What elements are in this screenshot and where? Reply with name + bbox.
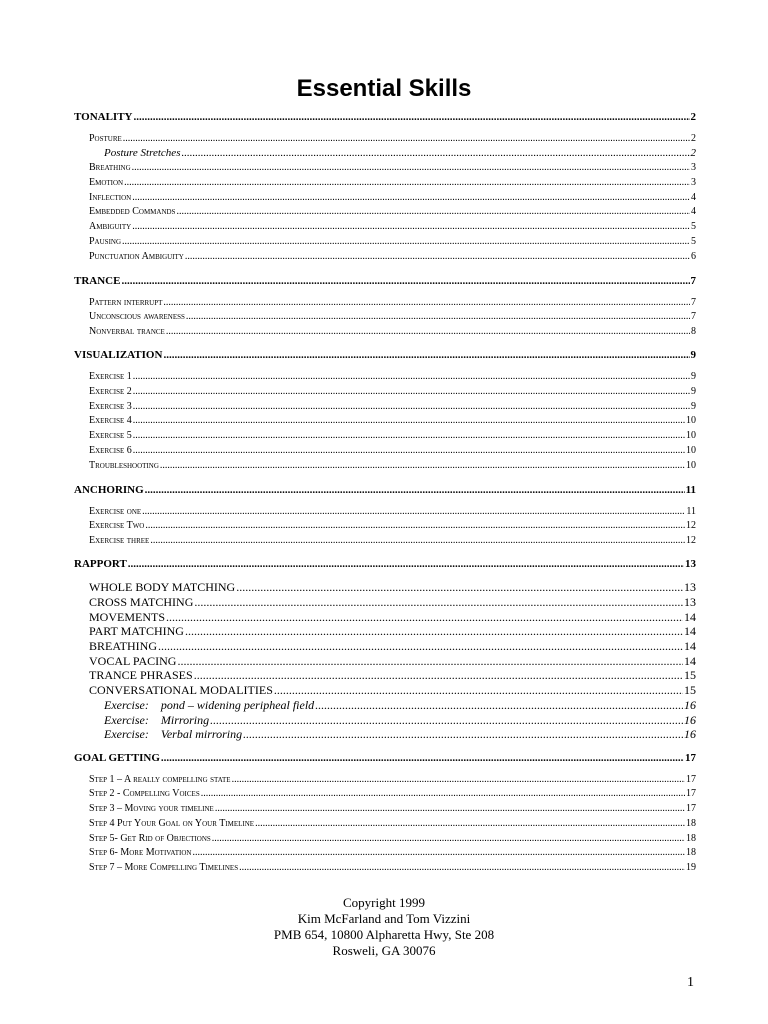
toc-page: 2 — [690, 147, 696, 159]
toc-section-rapport[interactable] — [74, 558, 696, 570]
toc-entry-emotion[interactable] — [74, 177, 696, 188]
toc-entry-embedded-commands[interactable] — [74, 206, 696, 217]
toc-entry-step-5[interactable] — [74, 833, 696, 844]
toc-page: 16 — [684, 713, 696, 727]
toc-label: MOVEMENTS — [89, 610, 166, 624]
toc-section-anchoring[interactable] — [74, 484, 696, 496]
toc-label: Pausing — [89, 236, 122, 247]
toc-entry-exercise-5[interactable] — [74, 430, 696, 441]
toc-label: Breathing — [89, 162, 131, 173]
toc-page: 17 — [686, 803, 696, 814]
toc-entry-step-6[interactable] — [74, 847, 696, 858]
toc-page: 9 — [691, 401, 696, 412]
toc-entry-breathing-rapport[interactable] — [74, 639, 696, 654]
toc-entry-vocal-pacing[interactable] — [74, 654, 696, 669]
toc-page: 13 — [685, 558, 696, 570]
toc-entry-exercise-6[interactable] — [74, 445, 696, 456]
toc-section-visualization[interactable] — [74, 349, 696, 361]
toc-label: Step 4 Put Your Goal on Your Timeline — [89, 818, 255, 829]
toc-label: RAPPORT — [74, 558, 127, 570]
toc-page: 4 — [691, 206, 696, 217]
toc-page: 12 — [686, 520, 696, 531]
toc-label: Emotion — [89, 177, 124, 188]
toc-entry-exercise-1[interactable] — [74, 371, 696, 382]
toc-label: PART MATCHING — [89, 624, 184, 638]
toc-section-tonality[interactable] — [74, 111, 696, 123]
toc-page: 5 — [691, 221, 696, 232]
page-number: 1 — [687, 975, 694, 990]
toc-entry-exercise-three[interactable] — [74, 535, 696, 546]
toc-entry-pausing[interactable] — [74, 236, 696, 247]
toc-label: Exercise 1 — [89, 371, 132, 382]
toc-page: 18 — [686, 818, 696, 829]
toc-label: Posture — [89, 133, 122, 144]
toc-label: Exercise Two — [89, 520, 145, 531]
toc-entry-punctuation-ambiguity[interactable] — [74, 251, 696, 262]
toc-label: Unconscious awareness — [89, 311, 185, 322]
toc-page: 2 — [690, 111, 696, 123]
toc-label: Exercise 5 — [89, 430, 132, 441]
toc-page: 11 — [685, 484, 696, 496]
toc-page: 7 — [690, 275, 696, 287]
toc-label: Exercise three — [89, 535, 150, 546]
toc-entry-step-3[interactable] — [74, 803, 696, 814]
toc-label: BREATHING — [89, 639, 157, 653]
toc-label: CONVERSATIONAL MODALITIES — [89, 683, 273, 697]
toc-page: 9 — [690, 349, 696, 361]
toc-label: Nonverbal trance — [89, 326, 165, 337]
toc-label: Exercise one — [89, 506, 142, 517]
toc-entry-step-4[interactable] — [74, 818, 696, 829]
toc-page: 18 — [686, 847, 696, 858]
toc-entry-movements[interactable] — [74, 610, 696, 625]
city-line: Rosweli, GA 30076 — [332, 943, 436, 958]
toc-page: 10 — [686, 445, 696, 456]
toc-label: Embedded Commands — [89, 206, 176, 217]
toc-page: 10 — [686, 460, 696, 471]
toc-page: 13 — [684, 595, 696, 609]
toc-label: Step 3 – Moving your timeline — [89, 803, 214, 814]
toc-label: VOCAL PACING — [89, 654, 177, 668]
toc-page: 7 — [691, 311, 696, 322]
toc-label: VISUALIZATION — [74, 349, 163, 361]
toc-label: TRANCE — [74, 275, 121, 287]
toc-page: 8 — [691, 326, 696, 337]
toc-page: 7 — [691, 297, 696, 308]
toc-entry-conversational-modalities[interactable] — [74, 683, 696, 698]
copyright-line: Copyright 1999 — [343, 895, 425, 910]
toc-entry-step-1[interactable] — [74, 774, 696, 785]
toc-entry-step-7[interactable] — [74, 862, 696, 873]
toc-label: Exercise: Mirroring — [104, 713, 210, 727]
toc-page: 15 — [684, 683, 696, 697]
toc-label: Step 5- Get Rid of Objections — [89, 833, 211, 844]
toc-entry-exercise-3[interactable] — [74, 401, 696, 412]
toc-page: 2 — [691, 133, 696, 144]
toc-label: WHOLE BODY MATCHING — [89, 580, 236, 594]
toc-page: 14 — [684, 610, 696, 624]
toc-page: 9 — [691, 386, 696, 397]
toc-page: 19 — [686, 862, 696, 873]
toc-entry-pattern-interrupt[interactable] — [74, 297, 696, 308]
toc-label: ANCHORING — [74, 484, 144, 496]
authors-line: Kim McFarland and Tom Vizzini — [297, 911, 471, 926]
toc-entry-nonverbal-trance[interactable] — [74, 326, 696, 337]
toc-label: TRANCE PHRASES — [89, 668, 193, 682]
toc-entry-troubleshooting[interactable] — [74, 460, 696, 471]
toc-entry-step-2[interactable] — [74, 788, 696, 799]
toc-page: 3 — [691, 162, 696, 173]
toc-label: Troubleshooting — [89, 460, 159, 471]
toc-label: GOAL GETTING — [74, 752, 160, 764]
toc-label: Pattern interrupt — [89, 297, 163, 308]
toc-label: Exercise 4 — [89, 415, 132, 426]
address-line: PMB 654, 10800 Alpharetta Hwy, Ste 208 — [273, 927, 495, 942]
toc-entry-exercise-4[interactable] — [74, 415, 696, 426]
toc-entry-posture-stretches[interactable] — [74, 147, 696, 159]
toc-page: 10 — [686, 430, 696, 441]
toc-label: Step 1 – A really compelling state — [89, 774, 231, 785]
toc-page: 17 — [686, 774, 696, 785]
toc-page: 12 — [686, 535, 696, 546]
toc-entry-part-matching[interactable] — [74, 624, 696, 639]
toc-page: 3 — [691, 177, 696, 188]
toc-label: Exercise: Verbal mirroring — [104, 727, 243, 741]
toc-entry-exercise-2[interactable] — [74, 386, 696, 397]
toc-page: 10 — [686, 415, 696, 426]
toc-label: Ambiguity — [89, 221, 132, 232]
toc-entry-trance-phrases[interactable] — [74, 668, 696, 683]
toc-page: 6 — [691, 251, 696, 262]
toc-entry-cross-matching[interactable] — [74, 595, 696, 610]
toc-label: Punctuation Ambiguity — [89, 251, 184, 262]
toc-page: 4 — [691, 192, 696, 203]
toc-entry-exercise-verbal-mirroring[interactable] — [74, 727, 696, 742]
toc-page: 17 — [685, 752, 696, 764]
toc-entry-whole-body-matching[interactable] — [74, 580, 696, 595]
toc-label: Inflection — [89, 192, 132, 203]
toc-entry-exercise-one[interactable] — [74, 506, 696, 517]
toc-entry-exercise-pond[interactable] — [74, 698, 696, 713]
toc-section-trance[interactable] — [74, 275, 696, 287]
toc-page: 14 — [684, 654, 696, 668]
toc-entry-posture[interactable] — [74, 133, 696, 144]
toc-page: 11 — [686, 506, 696, 517]
toc-label: CROSS MATCHING — [89, 595, 194, 609]
toc-label: Exercise 6 — [89, 445, 132, 456]
copyright-block — [0, 895, 768, 959]
toc-entry-unconscious-awareness[interactable] — [74, 311, 696, 322]
toc-page: 13 — [684, 580, 696, 594]
toc-page: 16 — [684, 698, 696, 712]
toc-entry-breathing[interactable] — [74, 162, 696, 173]
toc-entry-ambiguity[interactable] — [74, 221, 696, 232]
toc-label: Exercise: pond – widening peripheal field — [104, 698, 315, 712]
toc-label: Step 2 - Compelling Voices — [89, 788, 200, 799]
toc-page: 9 — [691, 371, 696, 382]
toc-label: TONALITY — [74, 111, 133, 123]
toc-entry-exercise-two[interactable] — [74, 520, 696, 531]
toc-page: 5 — [691, 236, 696, 247]
toc-label: Step 6- More Motivation — [89, 847, 192, 858]
toc-page: 18 — [686, 833, 696, 844]
toc-label: Step 7 – More Compelling Timelines — [89, 862, 239, 873]
toc-entry-inflection[interactable] — [74, 192, 696, 203]
toc-page: 17 — [686, 788, 696, 799]
toc-label: Posture Stretches — [104, 147, 181, 159]
toc-section-goal-getting[interactable] — [74, 752, 696, 764]
page-title: Essential Skills — [296, 75, 472, 102]
toc-label: Exercise 2 — [89, 386, 132, 397]
toc-page: 15 — [684, 668, 696, 682]
toc-page: 16 — [684, 727, 696, 741]
toc-page: 14 — [684, 639, 696, 653]
toc-entry-exercise-mirroring[interactable] — [74, 713, 696, 728]
toc-page: 14 — [684, 624, 696, 638]
toc-label: Exercise 3 — [89, 401, 132, 412]
